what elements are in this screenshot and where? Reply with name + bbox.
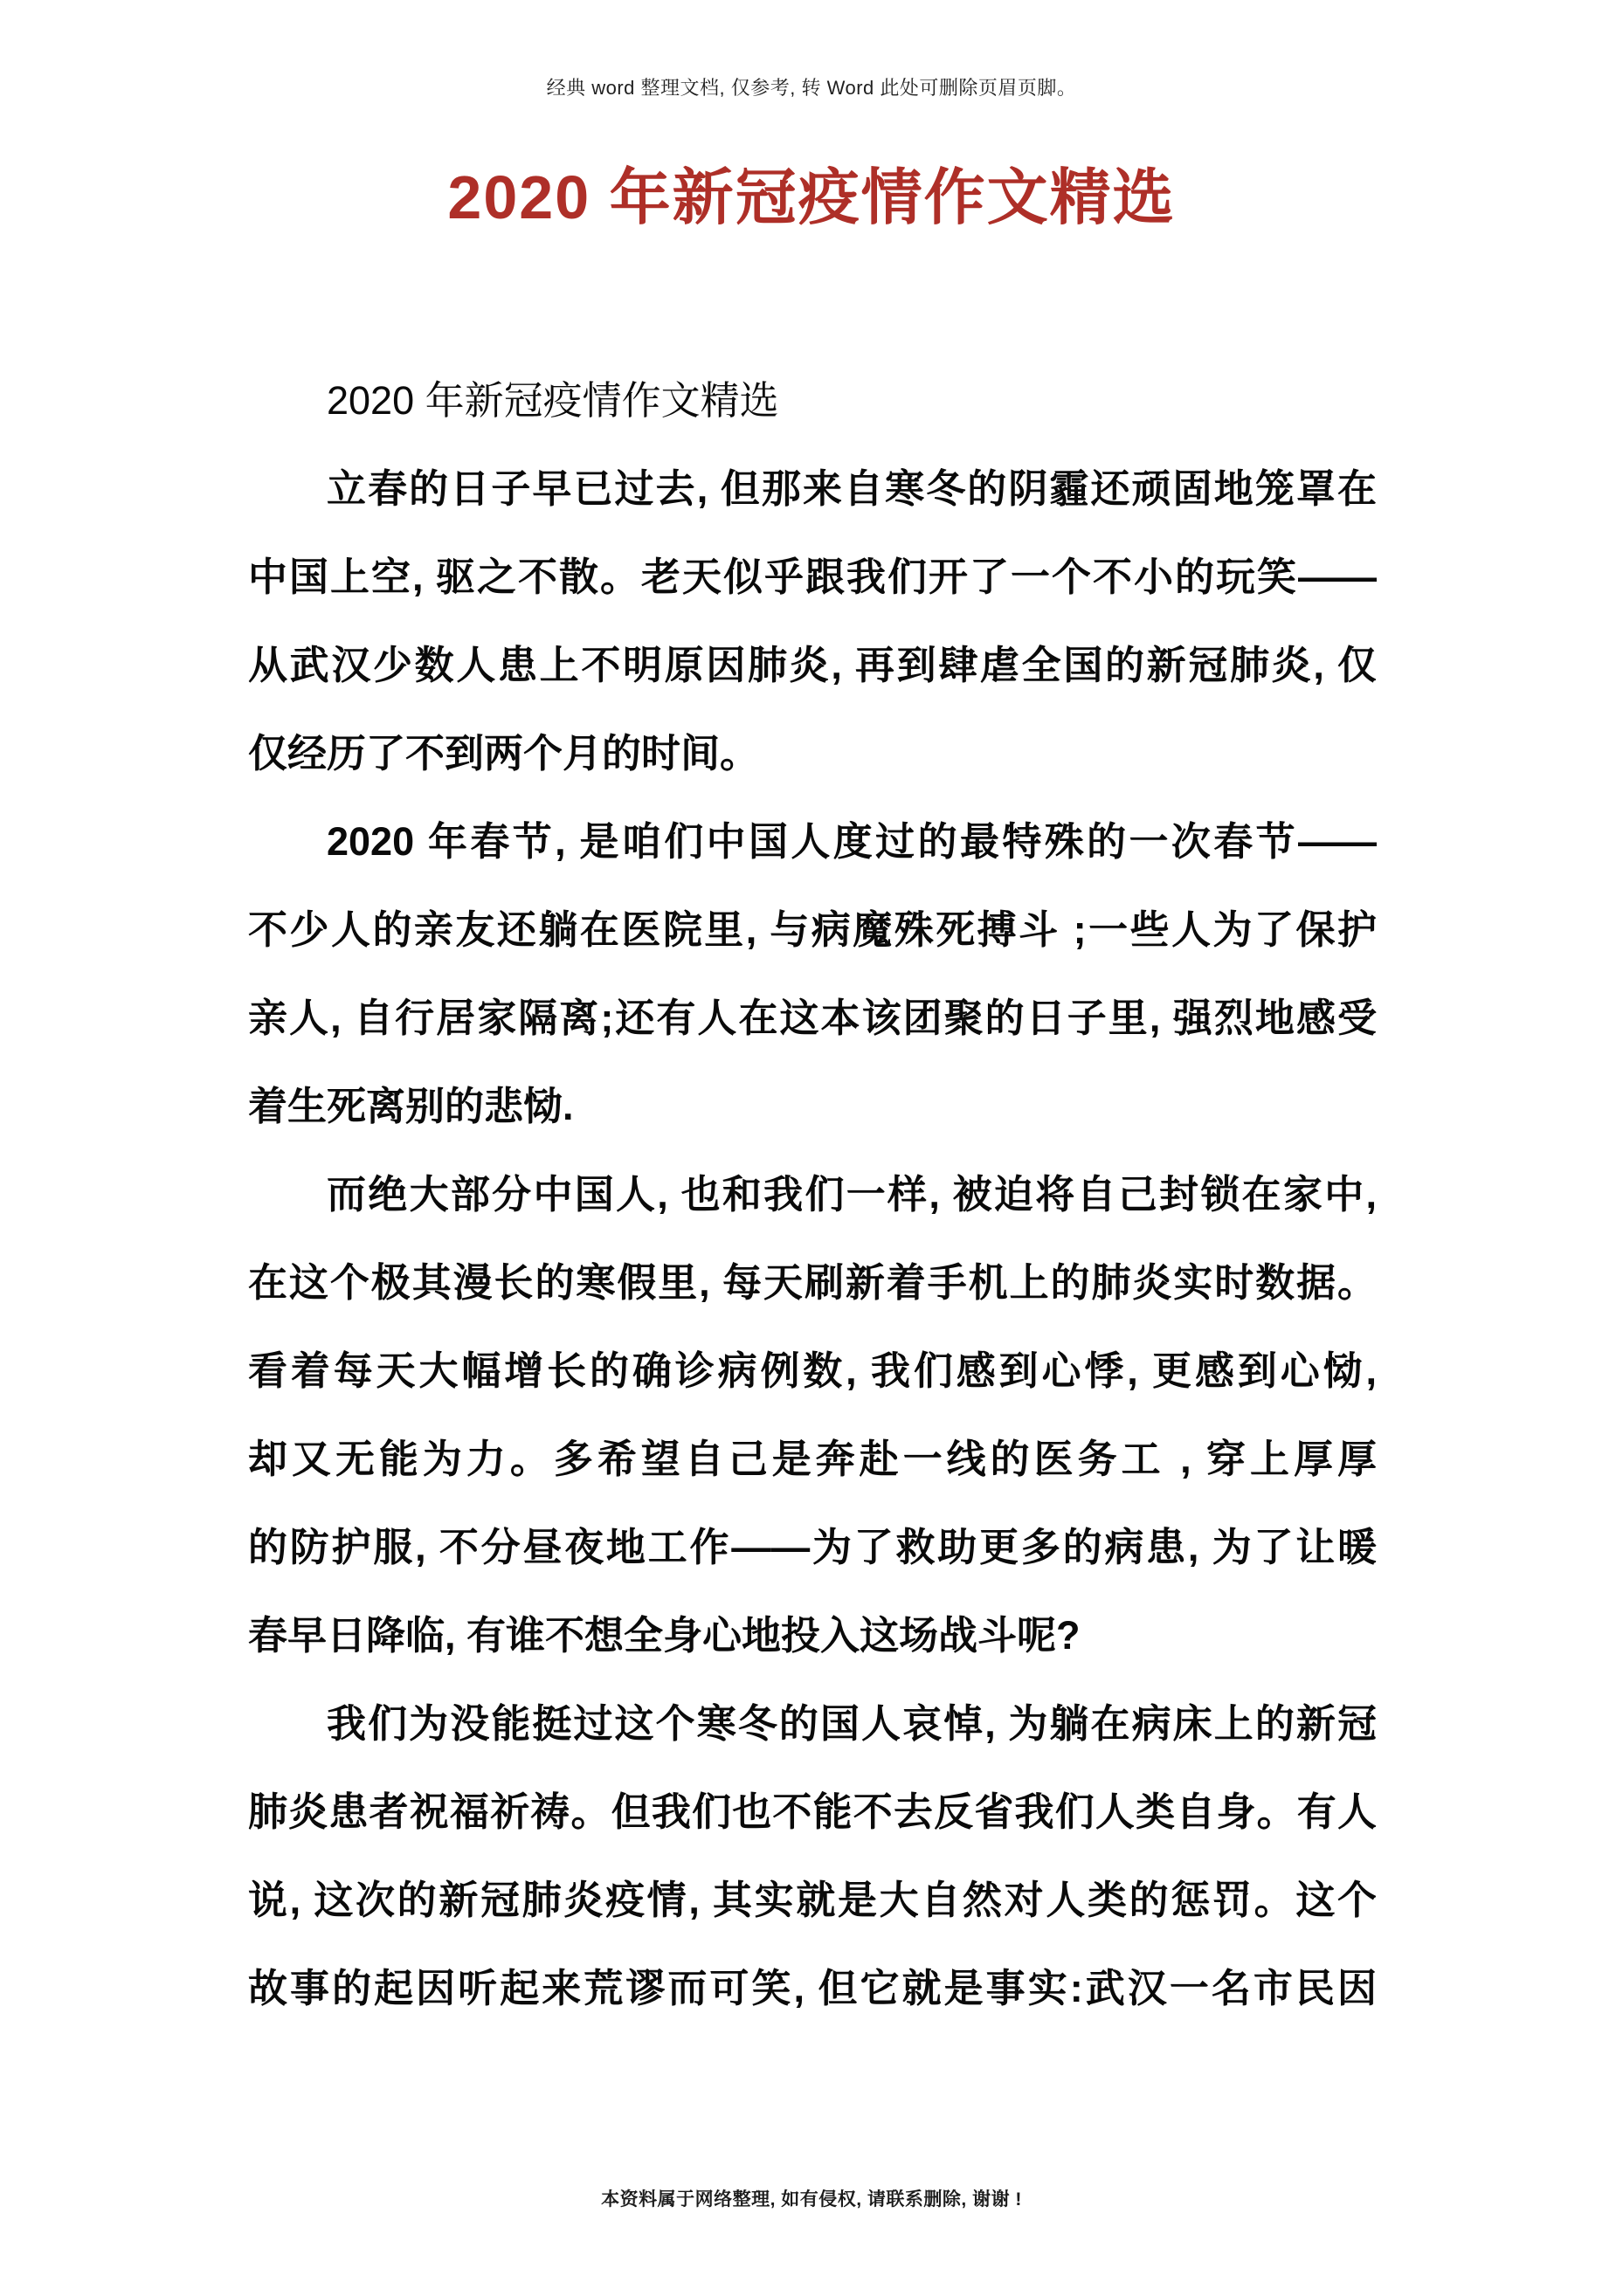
paragraph-line: 却又无能为力。多希望自己是奔赴一线的医务工 , 穿上厚厚 (248, 1437, 1377, 1481)
paragraph-line: 春早日降临, 有谁不想全身心地投入这场战斗呢? (248, 1613, 1081, 1658)
paragraph-line: 而绝大部分中国人, 也和我们一样, 被迫将自己封锁在家中, (327, 1172, 1377, 1217)
paragraph-line: 仅经历了不到两个月的时间。 (248, 731, 760, 776)
paragraph-line: 肺炎患者祝福祈祷。但我们也不能不去反省我们人类自身。有人 (248, 1789, 1377, 1834)
document-title: 2020 年新冠疫情作文精选 (447, 163, 1176, 231)
document-body (248, 356, 1377, 2032)
paragraph (248, 1679, 1377, 2032)
paragraph-line: 看着每天大幅增长的确诊病例数, 我们感到心悸, 更感到心恸, (248, 1348, 1377, 1393)
paragraph (248, 797, 1377, 1150)
paragraph-line: 立春的日子早已过去, 但那来自寒冬的阴霾还顽固地笼罩在 (327, 466, 1377, 511)
paragraph-line: 着生死离别的悲恸. (248, 1084, 574, 1128)
document-subtitle (248, 356, 1377, 445)
paragraph-line: 从武汉少数人患上不明原因肺炎, 再到肆虐全国的新冠肺炎, 仅 (248, 643, 1377, 687)
paragraph (248, 445, 1377, 797)
paragraph-line: 不少人的亲友还躺在医院里, 与病魔殊死搏斗 ;一些人为了保护 (248, 907, 1377, 952)
paragraph-line: 我们为没能挺过这个寒冬的国人哀悼, 为躺在病床上的新冠 (327, 1701, 1377, 1746)
paragraph-line: 的防护服, 不分昼夜地工作——为了救助更多的病患, 为了让暖 (248, 1525, 1377, 1569)
paragraph-line: 2020 年新冠疫情作文精选 (327, 378, 779, 423)
footer-note: 本资料属于网络整理, 如有侵权, 请联系删除, 谢谢 ! (601, 2189, 1022, 2210)
paragraph (248, 1150, 1377, 1679)
paragraph-line: 中国上空, 驱之不散。老天似乎跟我们开了一个不小的玩笑—— (248, 555, 1377, 599)
paragraph-line: 故事的起因听起来荒谬而可笑, 但它就是事实:武汉一名市民因 (248, 1966, 1377, 2010)
paragraph-line: 说, 这次的新冠肺炎疫情, 其实就是大自然对人类的惩罚。这个 (248, 1878, 1377, 1922)
header-note: 经典 word 整理文档, 仅参考, 转 Word 此处可删除页眉页脚。 (546, 77, 1077, 99)
paragraph-line: 亲人, 自行居家隔离;还有人在这本该团聚的日子里, 强烈地感受 (248, 996, 1377, 1040)
paragraph-line: 2020 年春节, 是咱们中国人度过的最特殊的一次春节—— (327, 819, 1377, 864)
paragraph-line: 在这个极其漫长的寒假里, 每天刷新着手机上的肺炎实时数据。 (248, 1260, 1377, 1305)
